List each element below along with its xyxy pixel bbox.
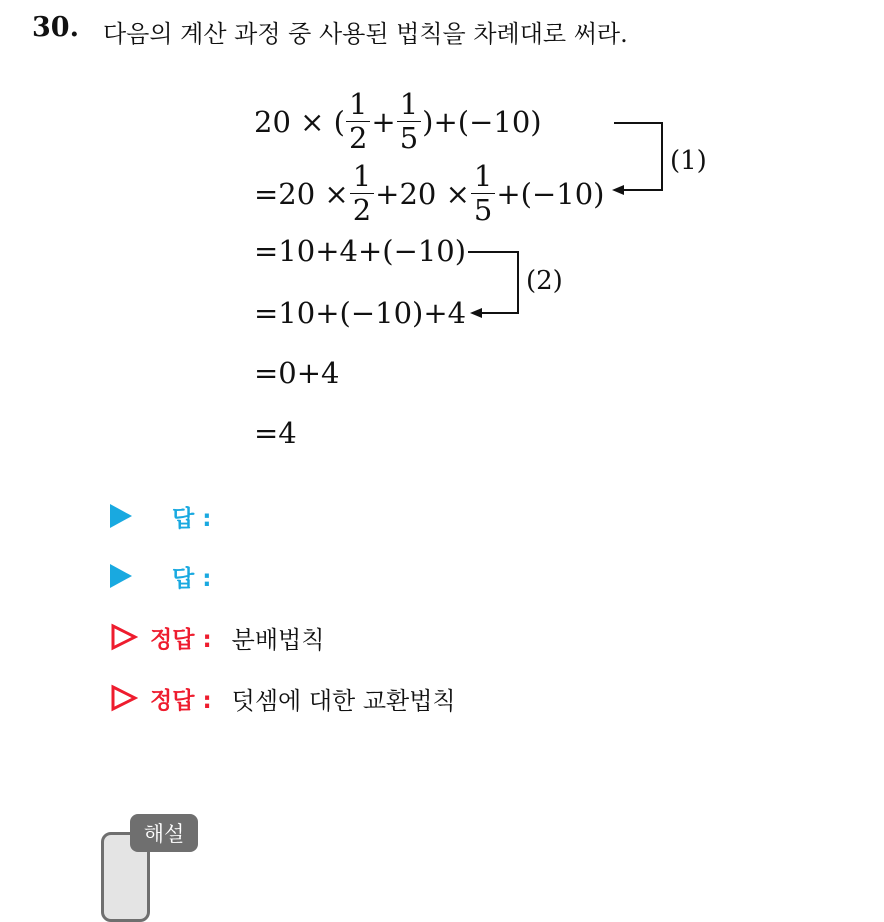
correct-answer-label: 정답 :	[150, 687, 212, 714]
fraction-numerator: 1	[471, 162, 495, 194]
answer-blank-1	[110, 498, 211, 534]
outline-triangle-icon	[110, 623, 138, 651]
step1-plus: +	[371, 104, 396, 139]
fraction-one-half	[346, 87, 370, 155]
step1-pre: 20 × (	[254, 104, 345, 139]
step-line-5: =0+4	[254, 356, 340, 390]
bracket-label-2: (2)	[526, 266, 563, 296]
answer-label: 답 :	[172, 565, 212, 592]
arrow-head-2	[470, 308, 482, 318]
fraction-numerator: 1	[350, 162, 374, 194]
step-line-4: =10+(−10)+4	[254, 296, 467, 330]
step1-post: )+(−10)	[422, 104, 542, 139]
step-line-1	[254, 87, 542, 155]
step-line-6: =4	[254, 416, 297, 450]
bracket-2	[468, 252, 518, 313]
solution-tab[interactable]: 해설	[130, 814, 198, 852]
fraction-denominator: 2	[348, 121, 368, 155]
fraction-numerator: 1	[346, 90, 370, 122]
fraction-one-fifth	[471, 159, 495, 227]
fraction-denominator: 5	[399, 121, 419, 155]
answer-blank-2	[110, 558, 211, 594]
correct-answer-value: 덧셈에 대한 교환법칙	[231, 686, 456, 715]
step-line-2	[254, 159, 605, 227]
fraction-denominator: 5	[473, 193, 493, 227]
answer-label: 답 :	[172, 505, 212, 532]
step2-post: +(−10)	[496, 176, 605, 211]
fraction-one-half	[350, 159, 374, 227]
step2-pre: =20 ×	[254, 176, 349, 211]
correct-answer-1	[110, 619, 324, 655]
fraction-numerator: 1	[397, 90, 421, 122]
outline-triangle-icon	[110, 684, 138, 712]
correct-answer-value: 분배법칙	[231, 625, 325, 654]
question-number: 30.	[32, 12, 79, 43]
play-triangle-icon	[110, 564, 132, 588]
arrow-head-1	[612, 185, 624, 195]
question-text: 다음의 계산 과정 중 사용된 법칙을 차례대로 써라.	[103, 20, 628, 48]
fraction-one-fifth	[397, 87, 421, 155]
play-triangle-icon	[110, 504, 132, 528]
correct-answer-2	[110, 680, 456, 716]
step2-mid: +20 ×	[375, 176, 470, 211]
bracket-label-1: (1)	[670, 146, 707, 176]
correct-answer-label: 정답 :	[150, 626, 212, 653]
step-line-3: =10+4+(−10)	[254, 234, 467, 268]
bracket-1	[614, 123, 662, 190]
fraction-denominator: 2	[352, 193, 372, 227]
